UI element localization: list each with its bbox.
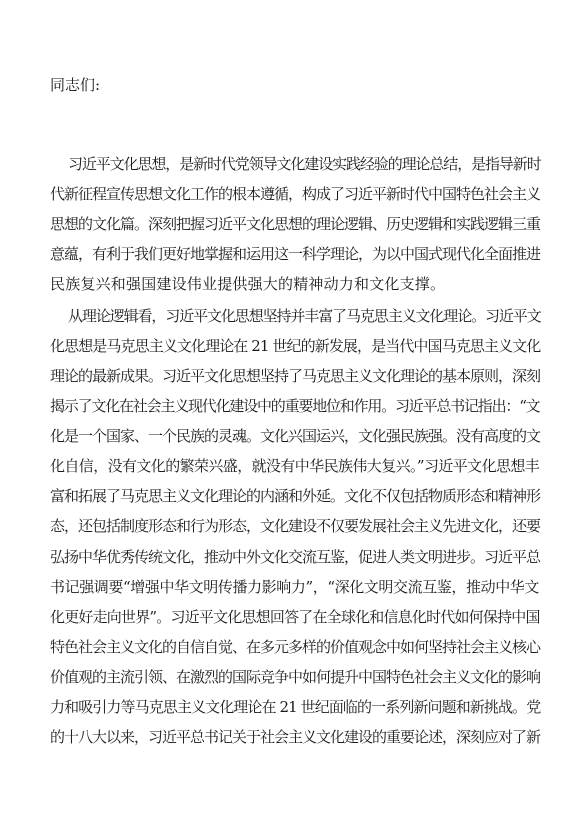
paragraph-2-line-13: 价值观的主流引领、在激烈的国际竞争中如何提升中国特色社会主义文化的影响 <box>50 668 541 686</box>
paragraph-2-line-8: 态，还包括制度形态和行为形态，文化建设不仅要发展社会主义先进文化，还要 <box>50 517 541 535</box>
paragraph-1-line-2: 代新征程宣传思想文化工作的根本遵循，构成了习近平新时代中国特色社会主义 <box>50 185 541 203</box>
paragraph-2-line-10: 书记强调要“增强中华文明传播力影响力”，“深化文明交流互鉴，推动中华文 <box>50 578 540 596</box>
paragraph-2-line-3: 理论的最新成果。习近平文化思想坚持了马克思主义文化理论的基本原则，深刻 <box>50 367 541 385</box>
paragraph-2-line-1: 从理论逻辑看，习近平文化思想坚持并丰富了马克思主义文化理论。习近平文 <box>68 307 541 325</box>
paragraph-2-line-11: 化更好走向世界”。习近平文化思想回答了在全球化和信息化时代如何保持中国 <box>50 608 540 626</box>
paragraph-2-line-9: 弘扬中华优秀传统文化，推动中外文化交流互鉴，促进人类文明进步。习近平总 <box>50 548 541 566</box>
paragraph-2-line-4: 揭示了文化在社会主义现代化建设中的重要地位和作用。习近平总书记指出：“文 <box>50 397 540 415</box>
paragraph-1-line-3: 思想的文化篇。深刻把握习近平文化思想的理论逻辑、历史逻辑和实践逻辑三重 <box>50 215 541 233</box>
paragraph-1-line-5: 民族复兴和强国建设伟业提供强大的精神动力和文化支撑。 <box>50 275 446 293</box>
paragraph-2-line-5: 化是一个国家、一个民族的灵魂。文化兴国运兴，文化强民族强。没有高度的文 <box>50 427 541 445</box>
paragraph-2-line-6: 化自信，没有文化的繁荣兴盛，就没有中华民族伟大复兴。”习近平文化思想丰 <box>50 457 540 475</box>
paragraph-2-line-15: 的十八大以来，习近平总书记关于社会主义文化建设的重要论述，深刻应对了新 <box>50 728 541 746</box>
paragraph-2-line-7: 富和拓展了马克思主义文化理论的内涵和外延。文化不仅包括物质形态和精神形 <box>50 487 541 505</box>
paragraph-2-line-12: 特色社会主义文化的自信自觉、在多元多样的价值观念中如何坚持社会主义核心 <box>50 638 541 656</box>
paragraph-1-line-4: 意蕴，有利于我们更好地掌握和运用这一科学理论，为以中国式现代化全面推进 <box>50 245 541 263</box>
paragraph-2-line-2: 化思想是马克思主义文化理论在 21 世纪的新发展，是当代中国马克思主义文化 <box>50 337 541 355</box>
paragraph-2-line-14: 力和吸引力等马克思主义文化理论在 21 世纪面临的一系列新问题和新挑战。党 <box>50 698 541 716</box>
paragraph-1-line-1: 习近平文化思想，是新时代党领导文化建设实践经验的理论总结，是指导新时 <box>68 155 541 173</box>
greeting-text: 同志们: <box>50 76 101 94</box>
